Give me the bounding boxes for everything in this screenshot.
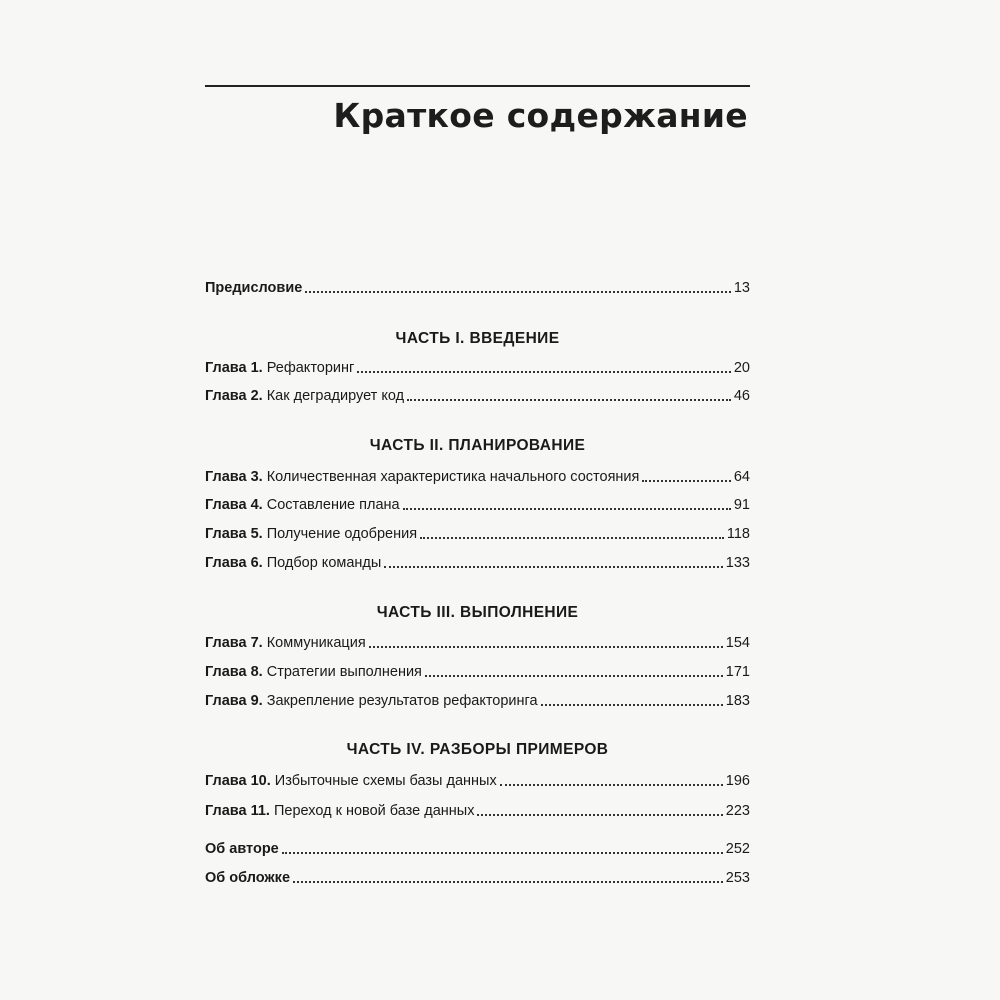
page-number: 64 bbox=[733, 469, 750, 485]
page-number: 46 bbox=[733, 388, 750, 404]
header-rule bbox=[205, 85, 750, 87]
chapter-title: Получение одобрения bbox=[266, 526, 418, 542]
dot-leader bbox=[282, 852, 723, 854]
toc-entry-chapter bbox=[205, 770, 750, 790]
dot-leader bbox=[369, 646, 723, 648]
chapter-title: Составление плана bbox=[266, 497, 400, 513]
chapter-number: Глава 1. bbox=[205, 360, 263, 376]
dot-leader bbox=[642, 480, 730, 482]
chapter-number: Глава 2. bbox=[205, 388, 263, 404]
page-number: 133 bbox=[725, 555, 750, 571]
part-heading: ЧАСТЬ II. ПЛАНИРОВАНИЕ bbox=[369, 437, 586, 454]
chapter-number: Глава 7. bbox=[205, 635, 263, 651]
chapter-number: Глава 6. bbox=[205, 555, 263, 571]
toc-entry-chapter bbox=[205, 385, 750, 405]
chapter-title: Избыточные схемы базы данных bbox=[274, 773, 497, 789]
dot-leader bbox=[407, 399, 731, 401]
part-heading: ЧАСТЬ III. ВЫПОЛНЕНИЕ bbox=[376, 604, 579, 621]
chapter-title: Закрепление результатов рефакторинга bbox=[266, 693, 538, 709]
chapter-number: Глава 3. bbox=[205, 469, 263, 485]
page-number: 171 bbox=[725, 664, 750, 680]
dot-leader bbox=[357, 371, 731, 373]
chapter-title: Количественная характеристика начального состояния bbox=[266, 469, 640, 485]
chapter-number: Глава 8. bbox=[205, 664, 263, 680]
page-number: 20 bbox=[733, 360, 750, 376]
chapter-title: Как деградирует код bbox=[266, 388, 405, 404]
chapter-number: Глава 9. bbox=[205, 693, 263, 709]
dot-leader bbox=[384, 566, 722, 568]
chapter-number: Глава 11. bbox=[205, 803, 270, 819]
toc-entry-about-cover bbox=[205, 867, 750, 887]
dot-leader bbox=[425, 675, 723, 677]
dot-leader bbox=[541, 704, 723, 706]
dot-leader bbox=[403, 508, 731, 510]
toc-entry-preface bbox=[205, 277, 750, 297]
chapter-title: Стратегии выполнения bbox=[266, 664, 422, 680]
page-number: 223 bbox=[725, 803, 750, 819]
chapter-number: Глава 5. bbox=[205, 526, 263, 542]
dot-leader bbox=[500, 784, 723, 786]
dot-leader bbox=[293, 881, 723, 883]
toc-entry-chapter bbox=[205, 800, 750, 820]
page-number: 252 bbox=[725, 841, 750, 857]
chapter-title: Подбор команды bbox=[266, 555, 382, 571]
toc-entry-chapter bbox=[205, 552, 750, 572]
toc-entry-chapter bbox=[205, 357, 750, 377]
chapter-title: Переход к новой базе данных bbox=[273, 803, 475, 819]
toc-entry-chapter bbox=[205, 523, 750, 543]
dot-leader bbox=[305, 291, 731, 293]
page-number: 196 bbox=[725, 773, 750, 789]
page-number: 13 bbox=[733, 280, 750, 296]
entry-label: Об обложке bbox=[205, 870, 291, 886]
toc-entry-chapter bbox=[205, 690, 750, 710]
part-heading: ЧАСТЬ IV. РАЗБОРЫ ПРИМЕРОВ bbox=[346, 741, 609, 758]
chapter-number: Глава 10. bbox=[205, 773, 271, 789]
entry-label: Об авторе bbox=[205, 841, 279, 857]
dot-leader bbox=[420, 537, 724, 539]
toc-entry-chapter bbox=[205, 494, 750, 514]
page-number: 91 bbox=[733, 497, 750, 513]
page-number: 154 bbox=[725, 635, 750, 651]
part-heading: ЧАСТЬ I. ВВЕДЕНИЕ bbox=[395, 330, 560, 347]
chapter-title: Рефакторинг bbox=[266, 360, 355, 376]
page-number: 118 bbox=[726, 526, 750, 542]
chapter-number: Глава 4. bbox=[205, 497, 263, 513]
toc-entry-about-author bbox=[205, 838, 750, 858]
toc-entry-chapter bbox=[205, 661, 750, 681]
page-number: 253 bbox=[725, 870, 750, 886]
entry-label: Предисловие bbox=[205, 280, 303, 296]
chapter-title: Коммуникация bbox=[266, 635, 366, 651]
toc-entry-chapter bbox=[205, 466, 750, 486]
toc-entry-chapter bbox=[205, 632, 750, 652]
page-number: 183 bbox=[725, 693, 750, 709]
page-title: Краткое содержание bbox=[333, 96, 748, 135]
dot-leader bbox=[477, 814, 722, 816]
